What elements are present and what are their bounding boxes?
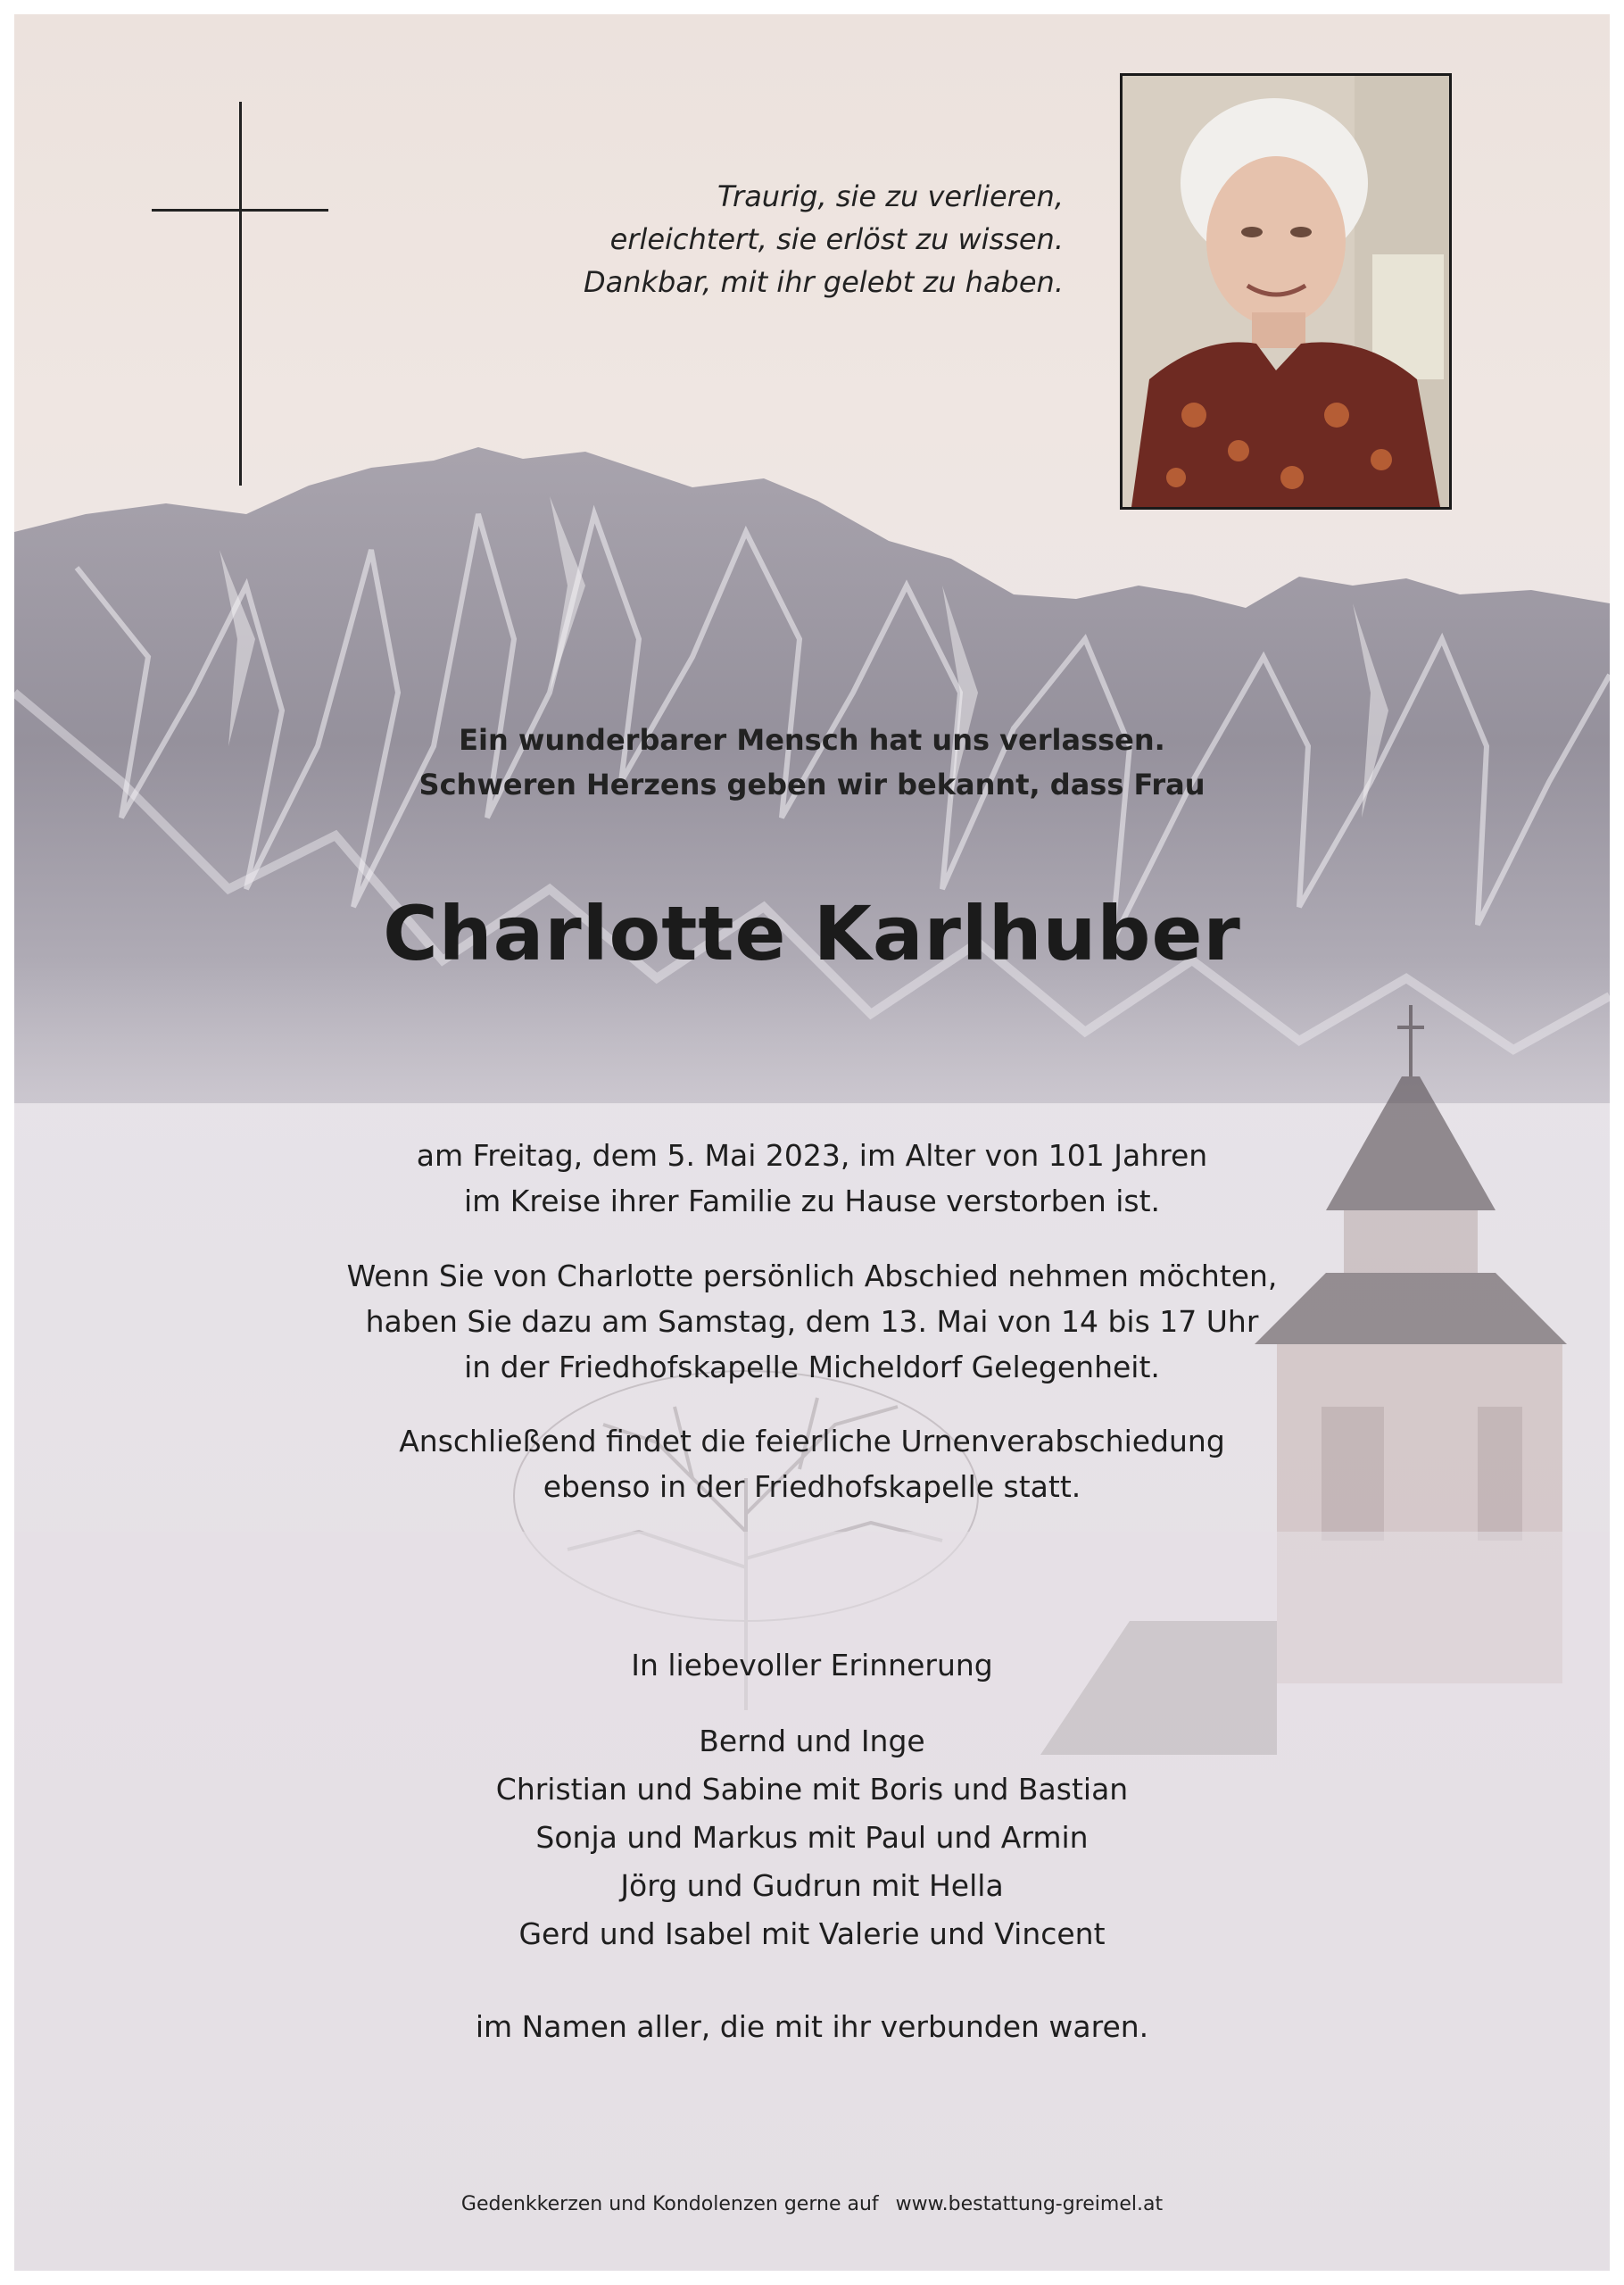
- obituary-page: [14, 14, 1610, 2271]
- farewell-line-3: in der Friedhofskapelle Micheldorf Gelegenheit.: [464, 1350, 1160, 1384]
- ceremony-info: [14, 1418, 1610, 1509]
- deceased-name: Charlotte Karlhuber: [383, 890, 1241, 977]
- farewell-line-1: Wenn Sie von Charlotte persönlich Abschied nehmen möchten,: [346, 1259, 1278, 1293]
- farewell-line-2: haben Sie dazu am Samstag, dem 13. Mai von 14 bis 17 Uhr: [365, 1304, 1259, 1339]
- remembrance-heading: In liebevoller Erinnerung: [631, 1648, 993, 1683]
- quote-line-1: Traurig, sie zu verlieren,: [717, 179, 1064, 213]
- footer-link[interactable]: www.bestattung-greimel.at: [895, 2193, 1164, 2215]
- death-notice-line-2: im Kreise ihrer Familie zu Hause verstorben ist.: [463, 1184, 1161, 1218]
- cross-icon-bar: [152, 209, 328, 212]
- intro-line-1: Ein wunderbarer Mensch hat uns verlassen.: [459, 723, 1165, 757]
- ceremony-line-2: ebenso in der Friedhofskapelle statt.: [543, 1469, 1081, 1504]
- family-line: Jörg und Gudrun mit Hella: [620, 1868, 1004, 1903]
- quote-line-2: erleichtert, sie erlöst zu wissen.: [609, 222, 1064, 256]
- footer: [14, 2191, 1610, 2218]
- farewell-info: [14, 1253, 1610, 1390]
- intro-line-2: Schweren Herzens geben wir bekannt, dass Frau: [418, 768, 1206, 802]
- family-list: [14, 1717, 1610, 1958]
- intro-text: [14, 718, 1610, 807]
- footer-text: Gedenkkerzen und Kondolenzen gerne auf: [460, 2193, 879, 2215]
- quote-line-3: Dankbar, mit ihr gelebt zu haben.: [583, 265, 1064, 299]
- closing-line: im Namen aller, die mit ihr verbunden waren.: [475, 2009, 1149, 2044]
- ceremony-line-1: Anschließend findet die feierliche Urnenverabschiedung: [399, 1424, 1225, 1458]
- family-line: Gerd und Isabel mit Valerie und Vincent: [518, 1916, 1106, 1951]
- cross-icon: [239, 102, 242, 486]
- quote: [439, 175, 1064, 303]
- family-line: Christian und Sabine mit Boris und Bastian: [495, 1772, 1129, 1807]
- portrait-photo: [1120, 73, 1452, 510]
- death-notice-line-1: am Freitag, dem 5. Mai 2023, im Alter von 101 Jahren: [416, 1138, 1208, 1173]
- family-line: Sonja und Markus mit Paul und Armin: [535, 1820, 1089, 1855]
- family-line: Bernd und Inge: [699, 1724, 925, 1758]
- death-notice: [14, 1133, 1610, 1224]
- portrait-image: [1123, 76, 1449, 507]
